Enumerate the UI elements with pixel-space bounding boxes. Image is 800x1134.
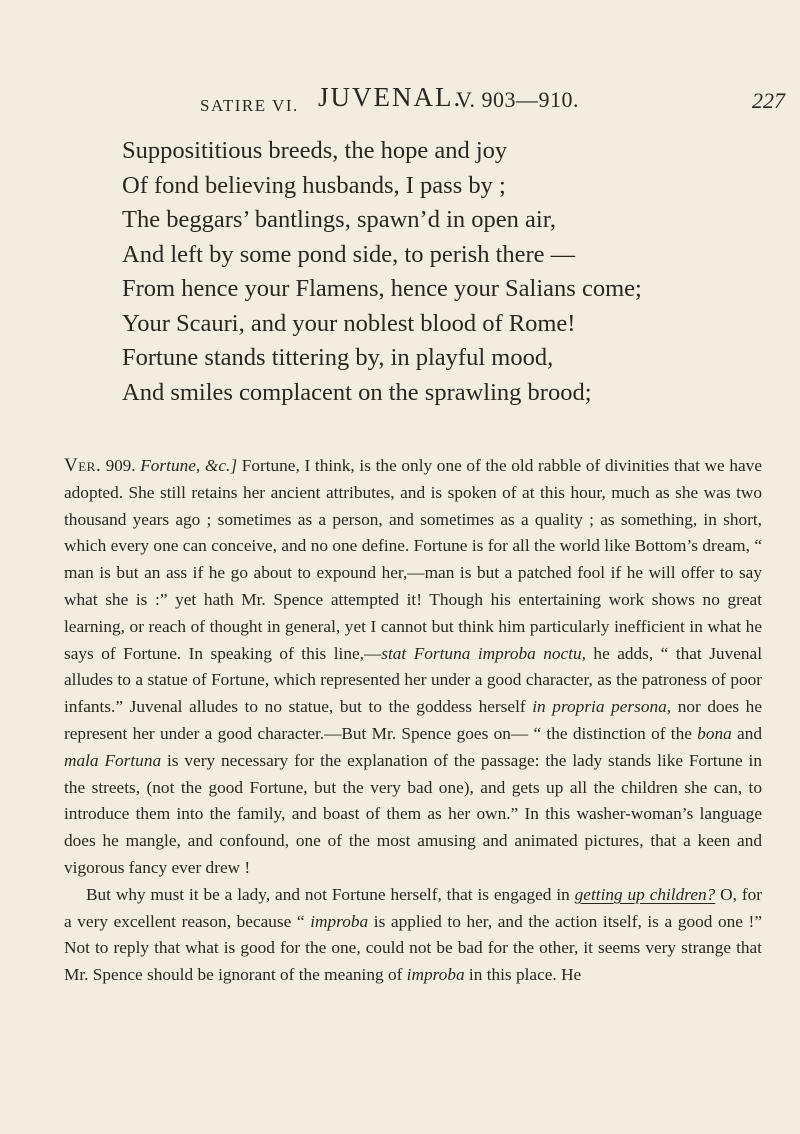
note-latin-word: improba [406,965,465,985]
note-ver-label: Ver. [64,455,102,476]
verse-line: Fortune stands tittering by, in playful mood, [122,344,554,371]
note-latin-phrase: in propria persona, [532,697,672,717]
verse-line: Of fond believing husbands, I pass by ; [122,171,506,199]
verse-line: And left by some pond side, to perish there — [122,240,576,268]
verse-line: Supposititious breeds, the hope and joy [122,137,508,164]
note-emphasis: getting up children? [574,884,716,904]
note-lemma: Fortune, &c.] [140,456,238,475]
header-line-range: V. 903—910. [456,87,580,112]
page-number: 227 [752,88,785,113]
note-text: is very necessary for the explanation of the passage: the lady stands like Fortune in the streets, (not the good Fortune, but the very bad one), and gets up all the children she can, to introduce them into the family, and boast of them as her own.” In this washer-woman’s language does he mangle, and confound, one of the most amusing and animated pictures, that a keen and vigorous fancy ever drew ! [64,750,762,877]
note-text: and [731,723,762,743]
verse-block [122,134,762,410]
note-line-number: 909. [105,456,136,475]
header-satire: SATIRE VI. [200,96,299,115]
note-paragraph [64,882,762,989]
note-latin-word: bona [697,723,732,743]
verse-line: Your Scauri, and your noblest blood of Rome! [122,309,576,337]
note-latin-phrase: mala Fortuna [64,750,162,770]
note-text: he adds, “ that Juvenal alludes to a statue of Fortune, which represented her under a good character, as the patroness of poor infants.” Juvenal alludes to no statue, but to the goddess herself [64,643,763,717]
note-latin-word: improba [310,911,369,931]
note-quote-latin: stat Fortuna improba noctu, [381,643,586,663]
note-text: is applied to her, and the action itself, is a good one !” Not to reply that what is good for the one, could not be bad for the other, it seems very strange that Mr. Spence should be ignorant of the meaning of [64,911,762,985]
verse-line: The beggars’ bantlings, spawn’d in open air, [122,206,557,233]
note-text: nor does he represent her under a good character.—But Mr. Spence goes on— “ the distinction of the [64,697,762,743]
header-author: JUVENAL. [318,82,463,112]
note-text: in this place. He [464,965,582,985]
note-text: But why must it be a lady, and not Fortune herself, that is engaged in [86,884,575,904]
note-text: Fortune, I think, is the only one of the old rabble of divinities that we have adopted. She still retains her ancient attributes, and is spoken of at this hour, much as she was two thousand years ago ; sometimes as a person, and sometimes as a quality ; as something, in short, which every one can conceive, and no one define. Fortune is for all the world like Bottom’s dream, “ man is but an ass if he go about to expound her,—man is but a patched fool if he will offer to say what she is :” yet hath Mr. Spence attempted it! Though his entertaining work shows no great learning, or reach of thought in general, yet I cannot but think him particularly inefficient in what he says of Fortune. In speaking of this line,— [64,456,762,663]
verse-line: From hence your Flamens, hence your Salians come; [122,275,642,302]
note-text: O, for a very excellent reason, because “ [64,884,763,931]
commentary-note [64,453,762,989]
verse-line: And smiles complacent on the sprawling brood; [122,378,592,406]
running-header [200,82,785,116]
note-paragraph [64,453,762,882]
